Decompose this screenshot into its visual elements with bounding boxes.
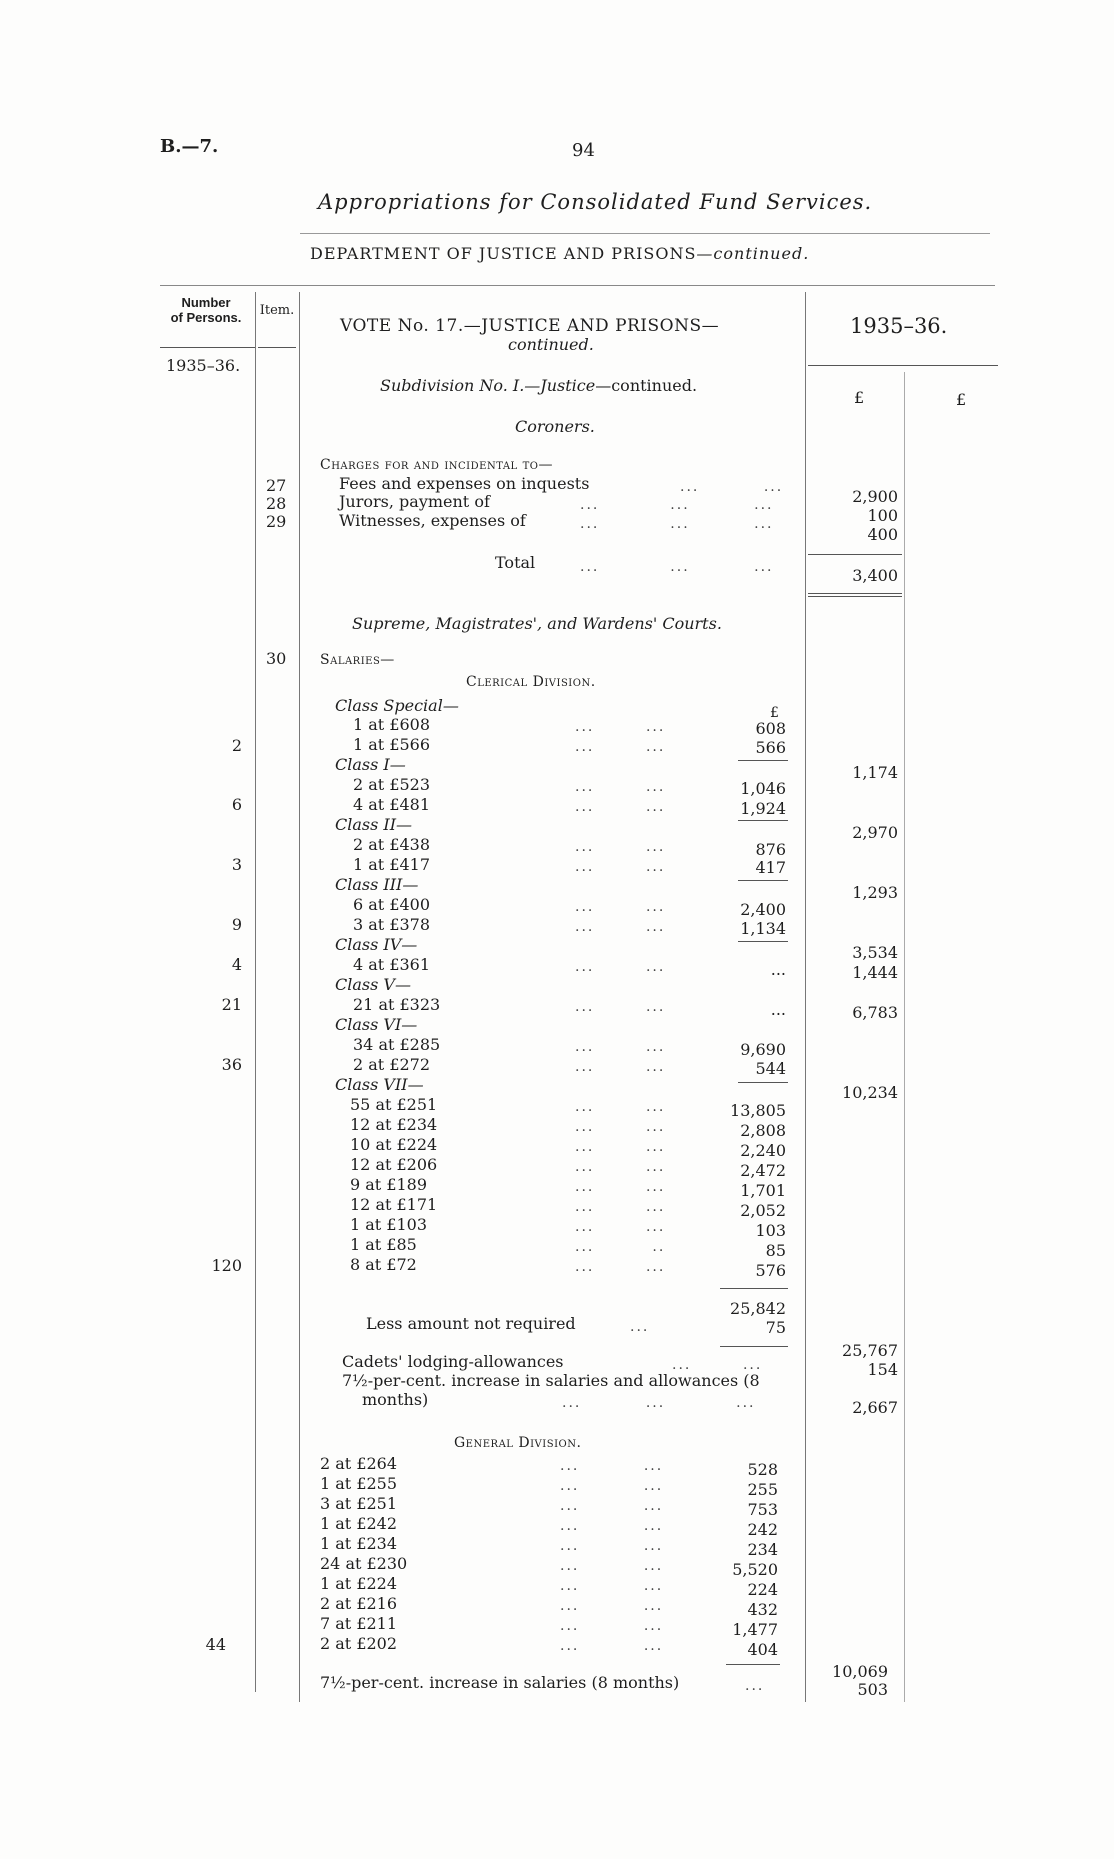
clerical-row-amount: 576 (755, 1261, 786, 1280)
clerical-class-label: Class IV— (335, 935, 418, 954)
less-amount-value: 75 (765, 1318, 786, 1337)
leader-dots: ... ... (575, 1039, 666, 1055)
subtotal-rule (738, 760, 788, 761)
leader-dots: ... ... (575, 1219, 666, 1235)
coroners-witnesses-label: Witnesses, expenses of (339, 511, 526, 530)
clerical-row-amount: 1,134 (740, 919, 786, 938)
subtotal-rule (738, 880, 788, 881)
clerical-row-amount: 2,052 (740, 1201, 786, 1220)
coroners-total-rule (808, 554, 902, 555)
clerical-row-label: 4 at £361 (353, 955, 431, 974)
coroners-fees-label: Fees and expenses on inquests (339, 474, 590, 493)
coroners-witnesses-amount: 400 (867, 525, 898, 544)
coroners-total-label: Total (495, 553, 536, 572)
clerical-class-total: 6,783 (852, 1003, 898, 1022)
leader-dots: ... ... (560, 1458, 664, 1474)
clerical-row-amount: 876 (755, 840, 786, 859)
general-row-label: 1 at £242 (320, 1514, 398, 1533)
coroners-item-28: 28 (266, 494, 287, 513)
clerical-row-label: 9 at £189 (350, 1175, 428, 1194)
general-row-amount: 234 (747, 1540, 778, 1559)
subdivision-heading (380, 378, 697, 394)
clerical-row-amount: 9,690 (740, 1040, 786, 1059)
clerical-class-label: Class II— (335, 815, 413, 834)
general-row-amount: 1,477 (732, 1620, 778, 1639)
leader-dots: ... ... (575, 799, 666, 815)
vote-title: VOTE No. 17.—JUSTICE AND PRISONS— (340, 316, 720, 336)
cadets-allowances-amount: 154 (867, 1360, 898, 1379)
subtotal-rule (738, 820, 788, 821)
document-reference: B.—7. (160, 136, 219, 157)
clerical-row-label: 55 at £251 (350, 1095, 438, 1114)
item-column-divider (299, 292, 300, 1702)
general-row-label: 1 at £224 (320, 1574, 398, 1593)
persons-count: 6 (231, 795, 242, 814)
clerical-pound-sign: £ (770, 705, 779, 721)
department-heading (310, 246, 809, 262)
general-row-amount: 432 (747, 1600, 778, 1619)
coroners-total-double-rule (808, 593, 902, 594)
page-number: 94 (572, 140, 595, 161)
clerical-class-label: Class I— (335, 755, 406, 774)
leader-dots: ... ... (575, 1259, 666, 1275)
subtotal-rule (738, 941, 788, 942)
clerical-class-label: Class VI— (335, 1015, 418, 1034)
clerical-row-label: 2 at £438 (353, 835, 431, 854)
vote-continued: continued. (508, 335, 594, 354)
persons-year: 1935–36. (166, 356, 241, 375)
leader-dots: ... ... (560, 1498, 664, 1514)
leader-dots: ... ... (575, 999, 666, 1015)
clerical-class-label: Class III— (335, 875, 419, 894)
general-division-heading: General Division. (454, 1435, 582, 1451)
clerical-row-label: 1 at £103 (350, 1215, 428, 1234)
clerical-row-amount: 103 (755, 1221, 786, 1240)
persons-column-title-1: Number (181, 295, 231, 310)
persons-column-title-2: of Persons. (170, 310, 242, 325)
clerical-row-label: 1 at £566 (353, 735, 431, 754)
clerical-row-label: 4 at £481 (353, 795, 431, 814)
general-row-label: 7 at £211 (320, 1614, 398, 1633)
subtotal-rule (720, 1288, 788, 1289)
clerical-row-label: 2 at £523 (353, 775, 431, 794)
coroners-item-29: 29 (266, 512, 287, 531)
clerical-class-total: 1,174 (852, 763, 898, 782)
subtotal-rule (726, 1664, 780, 1665)
item-header-rule (258, 347, 296, 348)
leader-dots: ... .. (575, 1239, 666, 1255)
subdivision-title: Subdivision No. I.—Justice (380, 376, 596, 395)
clerical-class-label: Class Special— (335, 696, 459, 715)
clerical-row-label: 1 at £608 (353, 715, 431, 734)
leader-dots: ... ... (575, 1119, 666, 1135)
clerical-row-label: 2 at £272 (353, 1055, 431, 1074)
persons-count: 3 (231, 855, 242, 874)
persons-column-divider (255, 292, 256, 1692)
leader-dots: ... ... ... (562, 1395, 756, 1411)
leader-dots: ... ... (575, 859, 666, 875)
less-amount-label: Less amount not required (366, 1314, 576, 1333)
table-top-rule (160, 285, 995, 286)
general-row-label: 1 at £255 (320, 1474, 398, 1493)
leader-dots: ... ... (575, 919, 666, 935)
clerical-row-label: 3 at £378 (353, 915, 431, 934)
year-column-title: 1935–36. (850, 314, 948, 338)
general-row-label: 3 at £251 (320, 1494, 398, 1513)
clerical-row-amount: 1,924 (740, 799, 786, 818)
leader-dots: ... ... (575, 719, 666, 735)
description-column-divider (805, 292, 806, 1702)
general-row-label: 24 at £230 (320, 1554, 408, 1573)
clerical-row-label: 21 at £323 (353, 995, 441, 1014)
cadets-allowances-label: Cadets' lodging-allowances (342, 1352, 564, 1371)
leader-dots: ... ... (575, 839, 666, 855)
general-row-amount: 255 (747, 1480, 778, 1499)
increase-amount: 2,667 (852, 1398, 898, 1417)
persons-count: 9 (231, 915, 242, 934)
clerical-row-amount: 2,808 (740, 1121, 786, 1140)
leader-dots: ... ... (575, 739, 666, 755)
clerical-row-amount: ... (770, 960, 786, 979)
subtotal-rule (738, 1082, 788, 1083)
clerical-class-label: Class VII— (335, 1075, 424, 1094)
general-row-amount: 528 (747, 1460, 778, 1479)
year-header-rule (808, 365, 998, 366)
coroners-total-double-rule (808, 596, 902, 597)
coroners-item-27: 27 (266, 476, 287, 495)
leader-dots: ... ... (560, 1518, 664, 1534)
coroners-jurors-label: Jurors, payment of (339, 492, 490, 511)
clerical-row-label: 12 at £206 (350, 1155, 438, 1174)
courts-item-30: 30 (266, 649, 287, 668)
leader-dots: ... ... (575, 1179, 666, 1195)
department-name: DEPARTMENT OF JUSTICE AND PRISONS (310, 244, 697, 263)
leader-dots: ... ... (575, 1099, 666, 1115)
amount-column-divider (904, 372, 905, 1702)
courts-heading: Supreme, Magistrates', and Wardens' Courts. (352, 614, 722, 633)
general-increase-amount: 503 (857, 1680, 888, 1699)
increase-label-line-2: months) (362, 1390, 429, 1409)
clerical-row-amount: 2,240 (740, 1141, 786, 1160)
clerical-row-amount: 608 (755, 719, 786, 738)
pound-column-1: £ (854, 388, 865, 407)
clerical-class-total: 10,234 (842, 1083, 898, 1102)
clerical-row-amount: 2,472 (740, 1161, 786, 1180)
clerical-row-amount: 85 (765, 1241, 786, 1260)
page-title: Appropriations for Consolidated Fund Services. (318, 190, 873, 214)
leader-dots: ... ... (560, 1578, 664, 1594)
general-row-amount: 5,520 (732, 1560, 778, 1579)
leader-dots: ... ... ... (580, 497, 774, 513)
leader-dots: ... ... (560, 1558, 664, 1574)
clerical-subtotal: 25,842 (730, 1299, 786, 1318)
general-division-total: 10,069 (832, 1662, 888, 1681)
general-row-label: 2 at £216 (320, 1594, 398, 1613)
clerical-row-amount: 566 (755, 738, 786, 757)
persons-count: 2 (231, 736, 242, 755)
clerical-row-label: 10 at £224 (350, 1135, 438, 1154)
leader-dots: ... ... (575, 959, 666, 975)
leader-dots: ... ... (680, 479, 784, 495)
clerical-row-amount: ... (770, 1000, 786, 1019)
clerical-class-label: Class V— (335, 975, 411, 994)
department-continued: —continued. (696, 244, 810, 263)
leader-dots: ... ... (560, 1598, 664, 1614)
leader-dots: ... ... (575, 1139, 666, 1155)
clerical-row-amount: 417 (755, 858, 786, 877)
leader-dots: ... (630, 1319, 650, 1335)
leader-dots: ... (745, 1678, 765, 1694)
leader-dots: ... ... (560, 1478, 664, 1494)
coroners-heading: Coroners. (515, 417, 595, 436)
clerical-row-amount: 544 (755, 1059, 786, 1078)
coroners-total-amount: 3,400 (852, 566, 898, 585)
general-row-amount: 242 (747, 1520, 778, 1539)
persons-count: 4 (231, 955, 242, 974)
clerical-class-total: 3,534 (852, 943, 898, 962)
clerical-row-amount: 1,701 (740, 1181, 786, 1200)
leader-dots: ... ... (672, 1357, 763, 1373)
leader-dots: ... ... ... (580, 516, 774, 532)
coroners-fees-amount: 2,900 (852, 487, 898, 506)
subtotal-rule (720, 1346, 788, 1347)
persons-count: 44 (205, 1635, 226, 1654)
clerical-row-label: 1 at £417 (353, 855, 431, 874)
clerical-row-amount: 2,400 (740, 900, 786, 919)
persons-count: 120 (211, 1256, 242, 1275)
leader-dots: ... ... (560, 1638, 664, 1654)
leader-dots: ... ... (560, 1618, 664, 1634)
clerical-class-total: 1,444 (852, 963, 898, 982)
clerical-net-total: 25,767 (842, 1341, 898, 1360)
clerical-row-label: 1 at £85 (350, 1235, 417, 1254)
coroners-jurors-amount: 100 (867, 506, 898, 525)
clerical-row-amount: 1,046 (740, 779, 786, 798)
persons-count: 21 (221, 995, 242, 1014)
leader-dots: ... ... (575, 899, 666, 915)
general-row-amount: 224 (747, 1580, 778, 1599)
title-rule (300, 233, 990, 234)
leader-dots: ... ... ... (580, 559, 774, 575)
clerical-row-label: 34 at £285 (353, 1035, 441, 1054)
clerical-row-amount: 13,805 (730, 1101, 786, 1120)
clerical-class-total: 2,970 (852, 823, 898, 842)
general-increase-label: 7½-per-cent. increase in salaries (8 months) (320, 1673, 680, 1692)
general-row-amount: 404 (747, 1640, 778, 1659)
clerical-class-total: 1,293 (852, 883, 898, 902)
general-row-label: 2 at £202 (320, 1634, 398, 1653)
leader-dots: ... ... (575, 1159, 666, 1175)
leader-dots: ... ... (560, 1538, 664, 1554)
item-column-title: Item. (259, 303, 295, 318)
leader-dots: ... ... (575, 779, 666, 795)
general-row-amount: 753 (747, 1500, 778, 1519)
pound-column-2: £ (956, 390, 967, 409)
leader-dots: ... ... (575, 1199, 666, 1215)
charges-heading: Charges for and incidental to— (320, 457, 554, 473)
clerical-row-label: 12 at £234 (350, 1115, 438, 1134)
persons-header-rule (160, 347, 255, 348)
clerical-row-label: 12 at £171 (350, 1195, 438, 1214)
clerical-row-label: 6 at £400 (353, 895, 431, 914)
persons-count: 36 (221, 1055, 242, 1074)
increase-label-line-1: 7½-per-cent. increase in salaries and allowances (8 (342, 1371, 760, 1390)
clerical-division-heading: Clerical Division. (466, 674, 596, 690)
subdivision-continued: —continued. (595, 376, 698, 395)
salaries-heading: Salaries— (320, 652, 395, 668)
general-row-label: 2 at £264 (320, 1454, 398, 1473)
clerical-row-label: 8 at £72 (350, 1255, 417, 1274)
leader-dots: ... ... (575, 1059, 666, 1075)
general-row-label: 1 at £234 (320, 1534, 398, 1553)
